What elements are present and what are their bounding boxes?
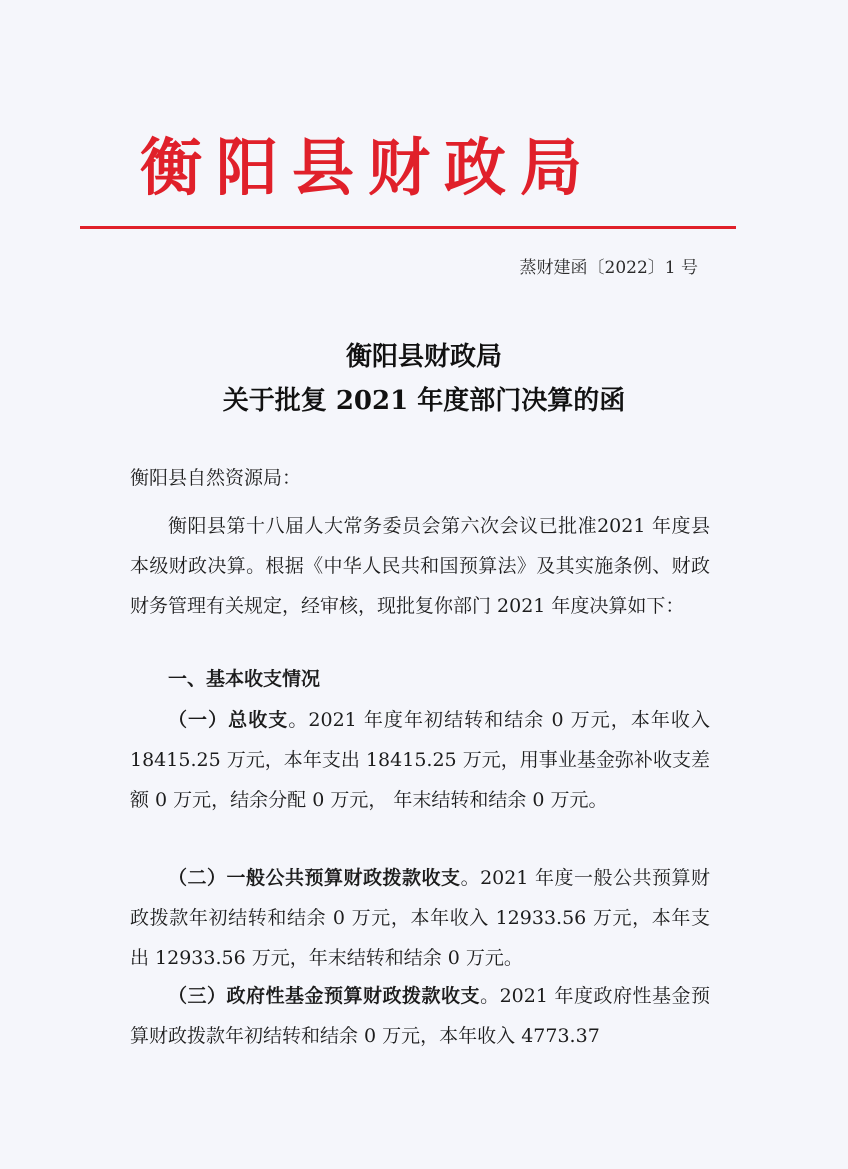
paragraph-general-budget — [130, 858, 710, 978]
letterhead-org-title: 衡阳县财政局 — [140, 131, 597, 204]
item-text-general: 。2021 年度一般公共预算财政拨款年初结转和结余 0 万元，本年收入 12933.56 万元，本年支出 12933.56 万元，年末结转和结余 0 万元。 — [130, 867, 710, 969]
document-title-line2: 关于批复 2021 年度部门决算的函 — [222, 386, 626, 416]
paragraph-total-revenue — [130, 700, 710, 820]
item-text-total: 。2021 年度年初结转和结余 0 万元，本年收入 18415.25 万元，本年支出 18415.25 万元，用事业基金弥补收支差额 0 万元，结余分配 0 万元， 年末结转和结余 0 万元。 — [130, 709, 710, 811]
section-heading-1: 一、基本收支情况 — [168, 668, 321, 690]
paragraph-fund-budget — [130, 976, 710, 1056]
item-label-general: （二）一般公共预算财政拨款收支 — [168, 867, 461, 889]
document-title-line1: 衡阳县财政局 — [345, 342, 502, 372]
item-text-fund: 。2021 年度政府性基金预算财政拨款年初结转和结余 0 万元，本年收入 4773.37 — [130, 985, 710, 1047]
paragraph-intro: 衡阳县第十八届人大常务委员会第六次会议已批准2021 年度县本级财政决算。根据《中华人民共和国预算法》及其实施条例、财政财务管理有关规定，经审核，现批复你部门 2021 年度决算如下： — [130, 515, 710, 617]
item-label-total: （一）总收支 — [168, 709, 289, 731]
item-label-fund: （三）政府性基金预算财政拨款收支 — [168, 985, 481, 1007]
document-number: 蒸财建函〔2022〕1 号 — [519, 258, 698, 278]
letterhead-red-rule — [80, 226, 736, 229]
salutation: 衡阳县自然资源局： — [130, 467, 302, 489]
